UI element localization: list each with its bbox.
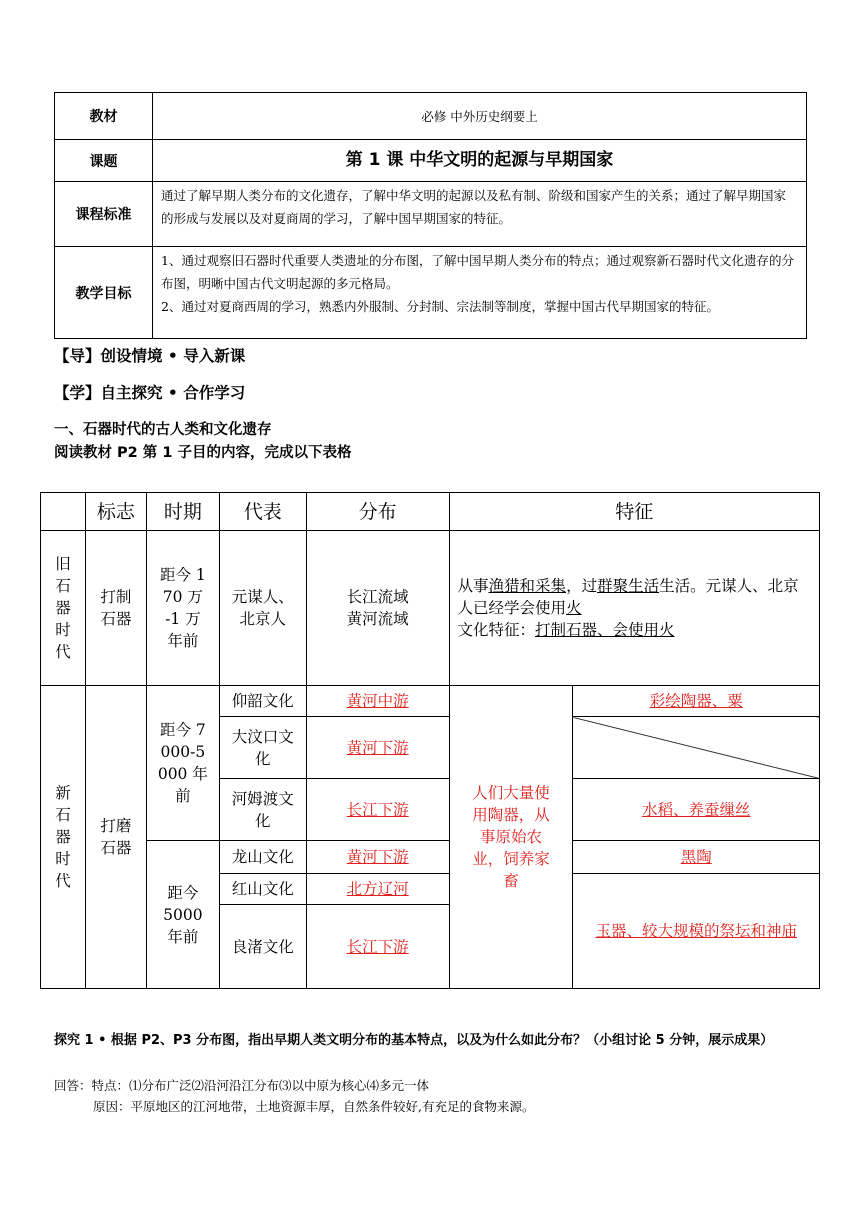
table-row-longshan	[41, 841, 820, 874]
culture-name: 龙山文化	[219, 841, 306, 874]
culture-feat: 彩绘陶器、粟	[573, 686, 820, 717]
header-tool: 标志	[85, 493, 146, 531]
culture-dist: 长江下游	[306, 905, 449, 989]
guide-heading: 【导】创设情境 • 导入新课	[54, 347, 246, 365]
learn-heading: 【学】自主探究 • 合作学习	[54, 384, 246, 402]
culture-name: 河姆渡文化	[219, 779, 306, 841]
goal-label: 教学目标	[55, 247, 153, 339]
culture-dist: 北方辽河	[306, 874, 449, 905]
textbook-label: 教材	[55, 93, 153, 140]
header-feature: 特征	[449, 493, 819, 531]
lesson-label: 课题	[55, 140, 153, 182]
neolithic-era: 新石器时代	[41, 686, 86, 989]
neolithic-period-2: 距今 5000 年前	[146, 841, 219, 989]
neolithic-common-feature: 人们大量使用陶器，从事原始农业，饲养家畜	[449, 686, 573, 989]
culture-dist: 黄河下游	[306, 841, 449, 874]
table-row-paleolithic	[41, 531, 820, 686]
neolithic-period-1: 距今 7000-5000 年前	[146, 686, 219, 841]
standard-value: 通过了解早期人类分布的文化遗存，了解中华文明的起源以及私有制、阶级和国家产生的关系；通过了解早期国家的形成与发展以及对夏商周的学习，了解中国早期国家的特征。	[153, 182, 807, 247]
explore-question: 探究 1 • 根据 P2、P3 分布图，指出早期人类文明分布的基本特点，以及为什么如此分布？（小组讨论 5 分钟，展示成果）	[54, 1033, 774, 1048]
paleolithic-feature: 从事渔猎和采集，过群聚生活生活。元谋人、北京人已经学会使用火 文化特征：打制石器、会使用火	[449, 531, 819, 686]
paleolithic-dist: 长江流域 黄河流域	[306, 531, 449, 686]
explore-answer-reasons: 原因：平原地区的江河地带，土地资源丰厚，自然条件较好,有充足的食物来源。	[93, 1099, 535, 1114]
goal-value	[153, 247, 807, 339]
paleolithic-period: 距今 170 万 -1 万年前	[146, 531, 219, 686]
course-info-table	[54, 92, 807, 339]
culture-name: 大汶口文化	[219, 717, 306, 779]
culture-feat: 玉器、较大规模的祭坛和神庙	[573, 874, 820, 989]
goal-item-2: 2、通过对夏商西周的学习，熟悉内外服制、分封制、宗法制等制度，掌握中国古代早期国家的特征。	[161, 299, 719, 314]
textbook-value: 必修 中外历史纲要上	[153, 93, 807, 140]
culture-feat: 水稻、养蚕缫丝	[573, 779, 820, 841]
goal-item-1: 1、通过观察旧石器时代重要人类遗址的分布图，了解中国早期人类分布的特点；通过观察新石器时代文化遗存的分布图，明晰中国古代文明起源的多元格局。	[161, 253, 794, 291]
culture-name: 红山文化	[219, 874, 306, 905]
culture-dist: 长江下游	[306, 779, 449, 841]
culture-dist: 黄河中游	[306, 686, 449, 717]
culture-feat: 黑陶	[573, 841, 820, 874]
part1-instruction: 阅读教材 P2 第 1 子目的内容，完成以下表格	[54, 445, 352, 461]
explore-answer-traits: 回答：特点：⑴分布广泛⑵沿河沿江分布⑶以中原为核心⑷多元一体	[54, 1078, 430, 1093]
table-row-yangshao	[41, 686, 820, 717]
culture-name: 仰韶文化	[219, 686, 306, 717]
paleolithic-tool: 打制石器	[85, 531, 146, 686]
header-empty	[41, 493, 86, 531]
neolithic-tool: 打磨石器	[85, 686, 146, 989]
standard-label: 课程标准	[55, 182, 153, 247]
header-reps: 代表	[219, 493, 306, 531]
table-header-row	[41, 493, 820, 531]
culture-name: 良渚文化	[219, 905, 306, 989]
header-dist: 分布	[306, 493, 449, 531]
paleolithic-reps: 元谋人、北京人	[219, 531, 306, 686]
header-period: 时期	[146, 493, 219, 531]
culture-dist: 黄河下游	[306, 717, 449, 779]
stone-age-table	[40, 492, 820, 989]
part1-title: 一、石器时代的古人类和文化遗存	[54, 422, 272, 438]
culture-feat-empty	[573, 717, 820, 779]
lesson-value: 第 1 课 中华文明的起源与早期国家	[153, 140, 807, 182]
paleolithic-era: 旧石器时代	[41, 531, 86, 686]
